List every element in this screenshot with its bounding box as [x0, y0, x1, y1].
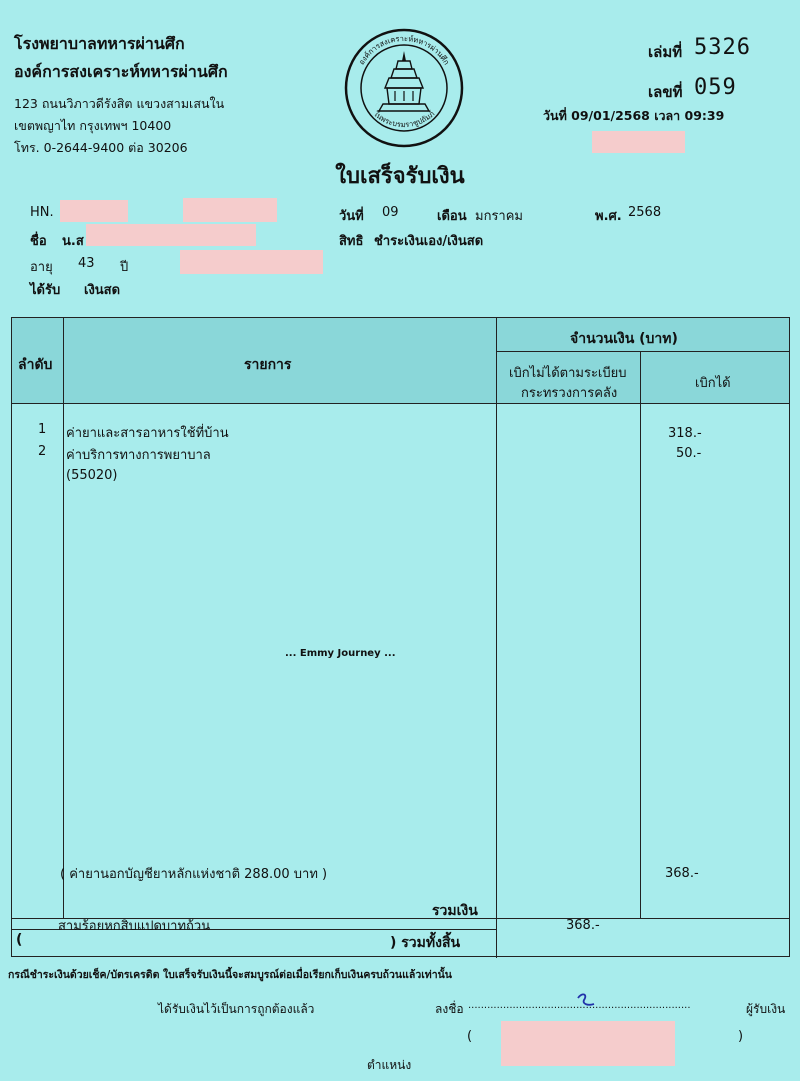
column-divider	[640, 351, 641, 918]
header-nonclaim-line1: เบิกไม่ได้ตามระเบียบ	[509, 366, 627, 381]
signature-line: ......................................................................	[468, 1000, 691, 1011]
age-unit: ปี	[120, 260, 129, 275]
received-label: ได้รับ	[30, 283, 61, 298]
redacted-receiver-name	[501, 1021, 675, 1066]
redacted-box	[592, 131, 685, 153]
amount-in-words: สามร้อยหกสิบแปดบาทถ้วน	[58, 919, 211, 934]
row-divider	[496, 351, 789, 352]
column-divider	[496, 318, 497, 958]
hn-label: HN.	[30, 205, 54, 220]
total-open-paren: (	[16, 932, 23, 948]
sign-label: ลงชื่อ	[435, 1002, 464, 1016]
right-value: ชำระเงินเอง/เงินสด	[374, 234, 484, 249]
document-title: ใบเสร็จรับเงิน	[335, 164, 465, 189]
grand-total: 368.-	[566, 918, 600, 933]
organization-seal-icon	[343, 27, 465, 149]
seal-text-bottom: ในพระบรมราชูปถัมภ์	[371, 109, 437, 130]
name-open-paren: (	[467, 1029, 473, 1044]
address-line-2: เขตพญาไท กรุงเทพฯ 10400	[14, 118, 172, 133]
book-number: 5326	[694, 35, 751, 60]
row-1-item: ค่ายาและสารอาหารใช้ที่บ้าน	[66, 426, 229, 441]
day-value: 09	[382, 205, 399, 220]
redacted-name	[86, 224, 208, 246]
position-label: ตำแหน่ง	[367, 1058, 412, 1072]
year-label: พ.ศ.	[595, 209, 622, 224]
receiver-label: ผู้รับเงิน	[746, 1002, 786, 1016]
hospital-name: โรงพยาบาลทหารผ่านศึก	[14, 34, 185, 53]
redacted-box	[180, 250, 323, 274]
row-2-item: ค่าบริการทางการพยาบาล	[66, 448, 211, 463]
redacted-box	[183, 198, 277, 222]
header-item: รายการ	[244, 357, 292, 373]
month-value: มกราคม	[475, 209, 523, 224]
age-label: อายุ	[30, 260, 53, 275]
row-2-claim: 50.-	[676, 446, 702, 461]
name-prefix: น.ส	[62, 234, 84, 249]
address-line-1: 123 ถนนวิภาวดีรังสิต แขวงสามเสนใน	[14, 96, 225, 111]
received-value: เงินสด	[84, 283, 121, 298]
row-1-claim: 318.-	[668, 426, 702, 441]
name-label: ชื่อ	[30, 234, 47, 249]
year-value: 2568	[628, 205, 662, 220]
grand-total-label: ) รวมทั้งสิ้น	[390, 935, 461, 951]
name-close-paren: )	[738, 1029, 744, 1044]
age-value: 43	[78, 256, 95, 271]
receipt-number-label: เลขที่	[648, 83, 683, 101]
seal-text-top: องค์การสงเคราะห์ทหารผ่านศึก	[356, 33, 452, 67]
redacted-hn	[60, 200, 128, 222]
header-claim: เบิกได้	[695, 376, 731, 391]
header-amount: จำนวนเงิน (บาท)	[570, 331, 678, 347]
cheque-note: กรณีชำระเงินด้วยเช็ค/บัตรเครดิต ใบเสร็จรับเงินนี้จะสมบูรณ์ต่อเมื่อเรียกเก็บเงินครบถ้วนแล้วเท่านั้น	[8, 969, 452, 981]
drug-note: ( ค่ายานอกบัญชียาหลักแห่งชาติ 288.00 บาท )	[60, 867, 328, 882]
receipt-number: 059	[694, 75, 737, 100]
book-label: เล่มที่	[648, 43, 683, 61]
row-1-seq: 1	[38, 422, 47, 437]
day-label: วันที่	[339, 209, 364, 224]
row-2-seq: 2	[38, 444, 47, 459]
organization-name: องค์การสงเคราะห์ทหารผ่านศึก	[14, 62, 228, 81]
receipt-datetime: วันที่ 09/01/2568 เวลา 09:39	[543, 108, 725, 123]
subtotal-label: รวมเงิน	[432, 903, 478, 919]
phone: โทร. 0-2644-9400 ต่อ 30206	[14, 140, 188, 155]
signature-mark-icon	[574, 990, 602, 1012]
header-seq: ลำดับ	[18, 357, 53, 373]
header-nonclaim-line2: กระทรวงการคลัง	[521, 386, 618, 401]
subtotal-claim: 368.-	[665, 866, 699, 881]
receipt-table	[11, 317, 790, 957]
watermark-text: ... Emmy Journey ...	[285, 648, 396, 659]
right-label: สิทธิ	[339, 234, 364, 249]
svg-text:ในพระบรมราชูปถัมภ์	[372, 109, 437, 129]
received-correct-text: ได้รับเงินไว้เป็นการถูกต้องแล้ว	[158, 1002, 315, 1016]
redacted-box	[208, 224, 256, 246]
month-label: เดือน	[437, 209, 467, 224]
item-code: (55020)	[66, 468, 118, 483]
column-divider	[63, 318, 64, 918]
